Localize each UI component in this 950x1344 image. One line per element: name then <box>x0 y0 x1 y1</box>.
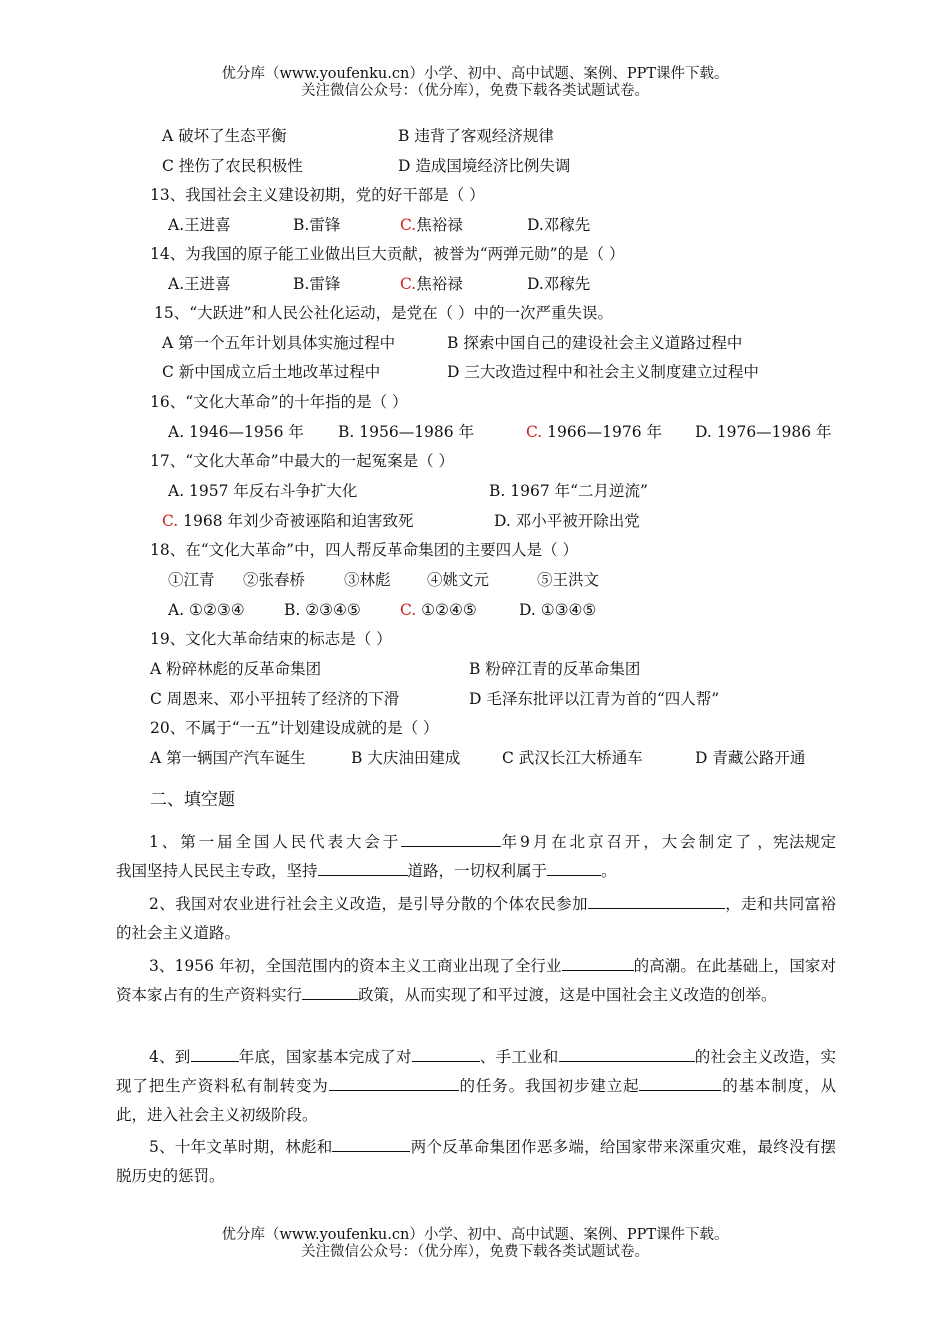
q20-option-b: B 大庆油田建成 <box>351 749 461 767</box>
q19-option-c: C 周恩来、邓小平扭转了经济的下滑 <box>150 690 400 708</box>
fill-q1-text-3: ，宪法规定我国坚持人民民主专政，坚持 <box>116 833 837 880</box>
q13-option-b: B.雷锋 <box>293 216 341 234</box>
q17-option-d: D. 邓小平被开除出党 <box>494 512 640 530</box>
q14-answer-mark: C. <box>400 275 417 293</box>
fill-blank[interactable] <box>191 1045 239 1062</box>
q14-stem: 14、为我国的原子能工业做出巨大贡献，被誉为“两弹元勋”的是（ ） <box>150 245 625 263</box>
footer-line-1: 优分库（www.youfenku.cn）小学、初中、高中试题、案例、PPT课件下载。 <box>221 1227 729 1243</box>
fill-question-4 <box>116 1043 836 1130</box>
fill-q5-text-1: 5、十年文革时期，林彪和 <box>149 1138 333 1156</box>
q17-stem: 17、“文化大革命”中最大的一起冤案是（ ） <box>150 452 454 470</box>
fill-question-1 <box>116 828 836 886</box>
q15-option-a: A 第一个五年计划具体实施过程中 <box>162 334 396 352</box>
q15-stem: 15、“大跃进”和人民公社化运动，是党在（ ）中的一次严重失误。 <box>154 304 614 322</box>
fill-blank[interactable] <box>547 859 601 876</box>
fill-blank[interactable] <box>302 983 358 1000</box>
fill-q2-text-2: ，走和共同富裕的社会主义道路。 <box>116 895 836 942</box>
fill-question-2 <box>116 890 836 948</box>
page-footer <box>0 1227 950 1261</box>
q19-option-b: B 粉碎江青的反革命集团 <box>469 660 641 678</box>
q18-list-item: ②张春桥 <box>243 571 306 589</box>
fill-q4-text-1: 4、到 <box>149 1048 191 1066</box>
q20-stem: 20、不属于“一五”计划建设成就的是（ ） <box>150 719 439 737</box>
q18-list-item: ④姚文元 <box>427 571 490 589</box>
q18-list-item: ③林彪 <box>344 571 391 589</box>
header-line-2: 关注微信公众号：（优分库），免费下载各类试题试卷。 <box>301 83 649 99</box>
fill-q3-text-3: 政策，从而实现了和平过渡，这是中国社会主义改造的创举。 <box>358 986 777 1004</box>
q14-option-c-text: 焦裕禄 <box>416 275 463 293</box>
q13-option-c-text: 焦裕禄 <box>416 216 463 234</box>
fill-q1-text-2: 年9月在北京召开，大会制定了 <box>501 833 754 851</box>
fill-q1-text-5: 。 <box>601 862 617 880</box>
q20-option-a: A 第一辆国产汽车诞生 <box>150 749 306 767</box>
q15-option-d: D 三大改造过程中和社会主义制度建立过程中 <box>447 363 759 381</box>
fill-blank[interactable] <box>588 892 725 909</box>
fill-q2-text-1: 2、我国对农业进行社会主义改造，是引导分散的个体农民参加 <box>149 895 588 913</box>
fill-q4-text-5: 的任务。我国初步建立起 <box>458 1077 640 1095</box>
q18-option-d: D. ①③④⑤ <box>519 601 597 619</box>
q13-option-d: D.邓稼先 <box>527 216 591 234</box>
fill-q4-text-4: 的社会主义改造，实现了把生产资料私有制转变为 <box>116 1048 836 1095</box>
fill-q5-text-2: 两个反革命集团作恶多端，给国家带来深重灾难，最终没有摆脱历史的惩罚。 <box>116 1138 836 1185</box>
q16-stem: 16、“文化大革命”的十年指的是（ ） <box>150 393 408 411</box>
fill-blank[interactable] <box>562 954 634 971</box>
fill-q4-text-3: 、手工业和 <box>479 1048 559 1066</box>
fill-question-5 <box>116 1133 836 1191</box>
fill-blank[interactable] <box>329 1074 459 1091</box>
header-line-1: 优分库（www.youfenku.cn）小学、初中、高中试题、案例、PPT课件下载。 <box>221 66 729 82</box>
q19-stem: 19、文化大革命结束的标志是（ ） <box>150 630 392 648</box>
q16-option-d: D. 1976—1986 年 <box>695 423 832 441</box>
q12-option-c: C 挫伤了农民积极性 <box>162 157 303 175</box>
q16-option-c-text: 1966—1976 年 <box>542 423 662 441</box>
q14-option-c <box>400 274 463 294</box>
fill-q1-text-1: 1、第一届全国人民代表大会于 <box>149 833 402 851</box>
q12-option-b: B 违背了客观经济规律 <box>398 127 554 145</box>
q14-option-a: A.王进喜 <box>168 275 231 293</box>
fill-q3-text-1: 3、1956 年初，全国范围内的资本主义工商业出现了全行业 <box>149 957 562 975</box>
fill-blank[interactable] <box>639 1074 721 1091</box>
fill-q1-text-4: 道路，一切权利属于 <box>407 862 548 880</box>
q14-option-d: D.邓稼先 <box>527 275 591 293</box>
fill-blank[interactable] <box>401 830 501 847</box>
q13-option-c <box>400 215 463 235</box>
q19-option-a: A 粉碎林彪的反革命集团 <box>150 660 322 678</box>
q13-option-a: A.王进喜 <box>168 216 231 234</box>
q13-stem: 13、我国社会主义建设初期，党的好干部是（ ） <box>150 186 485 204</box>
q17-option-a: A. 1957 年反右斗争扩大化 <box>168 482 358 500</box>
q20-option-c: C 武汉长江大桥通车 <box>502 749 643 767</box>
q15-option-b: B 探索中国自己的建设社会主义道路过程中 <box>447 334 743 352</box>
fill-blank[interactable] <box>559 1045 695 1062</box>
q17-answer-mark: C. <box>162 512 179 530</box>
q17-option-b: B. 1967 年“二月逆流” <box>489 482 648 500</box>
q18-list-item: ①江青 <box>168 571 215 589</box>
fill-blank[interactable] <box>318 859 408 876</box>
q15-option-c: C 新中国成立后土地改革过程中 <box>162 363 381 381</box>
q18-option-c <box>400 600 477 620</box>
q17-option-c <box>162 511 414 531</box>
q19-option-d: D 毛泽东批评以江青为首的“四人帮” <box>469 690 720 708</box>
q20-option-d: D 青藏公路开通 <box>695 749 806 767</box>
fill-blank[interactable] <box>332 1135 410 1152</box>
fill-q3-text-2: 的高潮。在此基础上，国家对资本家占有的生产资料实行 <box>116 957 836 1004</box>
q16-option-c <box>526 422 662 442</box>
fill-q4-text-6: 的基本制度，从此，进入社会主义初级阶段。 <box>116 1077 836 1124</box>
q18-option-a: A. ①②③④ <box>168 601 245 619</box>
footer-line-2: 关注微信公众号：（优分库），免费下载各类试题试卷。 <box>301 1244 649 1260</box>
q18-list-item: ⑤王洪文 <box>537 571 600 589</box>
q16-option-b: B. 1956—1986 年 <box>338 423 475 441</box>
fill-q4-text-2: 年底，国家基本完成了对 <box>238 1048 412 1066</box>
page-header <box>0 66 950 100</box>
q14-option-b: B.雷锋 <box>293 275 341 293</box>
q18-answer-mark: C. <box>400 601 417 619</box>
fill-blank[interactable] <box>412 1045 480 1062</box>
section-title-fill-in: 二、填空题 <box>150 790 235 810</box>
q13-answer-mark: C. <box>400 216 417 234</box>
q16-option-a: A. 1946—1956 年 <box>168 423 304 441</box>
fill-question-3 <box>116 952 836 1010</box>
q16-answer-mark: C. <box>526 423 543 441</box>
q12-option-a: A 破坏了生态平衡 <box>162 127 287 145</box>
q18-option-b: B. ②③④⑤ <box>284 601 361 619</box>
q18-stem: 18、在“文化大革命”中，四人帮反革命集团的主要四人是（ ） <box>150 541 579 559</box>
q17-option-c-text: 1968 年刘少奇被诬陷和迫害致死 <box>178 512 414 530</box>
q12-option-d: D 造成国境经济比例失调 <box>398 157 571 175</box>
q18-option-c-text: ①②④⑤ <box>416 601 477 619</box>
